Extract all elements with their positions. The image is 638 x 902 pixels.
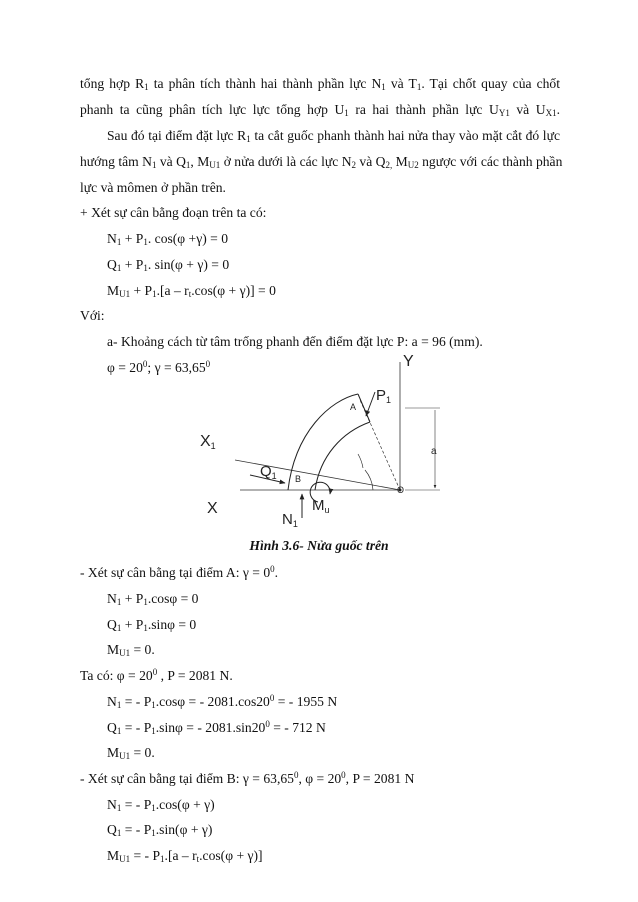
text-segment: ta cắt guốc phanh thành hai nửa thay vào mặt cắt đó lực <box>250 128 560 143</box>
text-segment: 1 <box>152 289 157 299</box>
shoe-top-edge <box>358 394 370 422</box>
text-segment: 1 <box>151 803 156 813</box>
text-segment: Q <box>107 617 117 632</box>
text-segment: 0 <box>341 770 346 780</box>
text-segment: t <box>196 854 200 864</box>
text-segment: = 0. <box>130 642 155 657</box>
text-segment: . cos(φ +γ) = 0 <box>147 231 229 246</box>
text-segment: 1 <box>116 828 122 838</box>
text-segment: 0 <box>270 564 275 574</box>
text-segment: .sinφ = 0 <box>147 617 197 632</box>
brake-shoe-figure <box>190 352 460 532</box>
text-line <box>80 76 560 92</box>
text-segment: 1 <box>381 82 386 92</box>
text-line <box>80 180 226 196</box>
text-segment: 1 <box>151 726 156 736</box>
equation <box>107 694 337 710</box>
figure-caption: Hình 3.6- Nửa guốc trên <box>249 538 389 553</box>
text-segment: hướng tâm N <box>80 154 152 169</box>
text-segment: 1 <box>116 263 122 273</box>
text-segment: ở nửa dưới là các lực N <box>220 154 352 169</box>
text-segment: N <box>107 591 117 606</box>
text-line <box>80 154 563 170</box>
text-segment: 1 <box>151 700 156 710</box>
label-a: A <box>350 402 357 412</box>
equation <box>107 617 196 633</box>
text-segment: a- Khoảng cách từ tâm trống phanh đến điểm đặt lực P: a = 96 (mm). <box>107 334 483 349</box>
text-segment: 2 <box>351 160 357 170</box>
text-line <box>80 668 233 684</box>
text-segment: + P <box>121 617 144 632</box>
text-segment: ta phân tích thành hai thành phần lực N <box>148 76 382 91</box>
text-segment: 0 <box>293 770 299 780</box>
label-q1: $Q_1$ <box>260 463 277 481</box>
text-segment: U1 <box>119 854 131 864</box>
text-segment: φ = 20 <box>107 360 143 375</box>
text-segment: 1 <box>116 726 122 736</box>
text-segment: Y1 <box>498 108 510 118</box>
text-segment: 0 <box>269 693 275 703</box>
text-segment: . sin(φ + γ) = 0 <box>147 257 230 272</box>
text-segment: M <box>107 642 120 657</box>
equation <box>107 848 263 864</box>
text-segment: 1 <box>143 263 148 273</box>
equation <box>107 745 155 761</box>
text-segment: U1 <box>119 751 131 761</box>
text-line <box>80 205 266 221</box>
text-segment: + Xét sự cân bằng đoạn trên ta có: <box>80 205 267 220</box>
text-segment: 1 <box>246 134 251 144</box>
text-segment: và T <box>385 76 417 91</box>
label-o: O <box>397 485 405 495</box>
text-line <box>107 128 560 144</box>
text-segment: = - 712 N <box>269 720 326 735</box>
text-segment: 1 <box>116 597 122 607</box>
text-segment: + P <box>130 283 153 298</box>
text-line <box>80 308 105 324</box>
text-segment: 1 <box>116 237 122 247</box>
text-segment: 1 <box>116 803 122 813</box>
text-segment: Q <box>107 822 117 837</box>
text-segment: Q <box>107 720 117 735</box>
text-segment: .[a – r <box>156 283 189 298</box>
text-line <box>107 334 483 350</box>
label-p1: $P_1$ <box>376 387 392 405</box>
equation <box>107 642 155 658</box>
text-segment: .sinφ = - 2081.sin20 <box>155 720 266 735</box>
text-segment: X1 <box>545 108 557 118</box>
text-segment: và Q <box>156 154 186 169</box>
text-segment: U2 <box>407 160 419 170</box>
label-y: Y <box>403 353 414 370</box>
text-segment: 1 <box>160 854 165 864</box>
text-segment: = - P <box>121 797 152 812</box>
equation <box>107 231 228 247</box>
text-segment: ngược với các thành phần <box>418 154 563 169</box>
text-segment: , φ = 20 <box>298 771 342 786</box>
equation <box>107 283 276 299</box>
text-segment: 1 <box>116 623 122 633</box>
text-segment: M <box>107 745 120 760</box>
label-dim-a: a <box>431 446 437 457</box>
text-segment: - Xét sự cân bằng tại điểm A: γ = 0 <box>80 565 271 580</box>
text-segment: = - P <box>121 822 152 837</box>
text-segment: U1 <box>209 160 221 170</box>
text-segment: 1 <box>151 160 157 170</box>
text-line <box>80 102 560 118</box>
text-segment: Q <box>107 257 117 272</box>
text-segment: 0 <box>205 359 211 369</box>
text-segment: .cos(φ + γ)] = 0 <box>191 283 276 298</box>
text-segment: , P = 2081 N. <box>157 668 233 683</box>
text-segment: = - P <box>130 848 161 863</box>
text-segment: , P = 2081 N <box>345 771 415 786</box>
text-segment: + P <box>121 591 144 606</box>
text-segment: . Tại chốt quay của chốt <box>421 76 560 91</box>
text-segment: ; γ = 63,65 <box>147 360 206 375</box>
text-segment: 1 <box>416 82 422 92</box>
text-segment: 2, <box>385 160 393 170</box>
text-segment: U1 <box>119 289 131 299</box>
text-segment: .cos(φ + γ) <box>155 797 215 812</box>
text-segment: tổng hợp R <box>80 76 145 91</box>
text-segment: M <box>107 848 120 863</box>
text-segment: . <box>556 102 560 117</box>
text-segment: 1 <box>143 237 148 247</box>
text-segment: 1 <box>185 160 191 170</box>
text-line <box>80 565 278 581</box>
text-segment: ra hai thành phần lực U <box>348 102 499 117</box>
equation <box>107 591 198 607</box>
text-segment: + P <box>121 231 144 246</box>
text-segment: .cosφ = 0 <box>147 591 199 606</box>
text-segment: 1 <box>144 82 149 92</box>
text-segment: - Xét sự cân bằng tại điểm B: γ = 63,65 <box>80 771 294 786</box>
text-segment: N <box>107 694 117 709</box>
text-segment: = 0. <box>130 745 155 760</box>
text-segment: lực và mômen ở phần trên. <box>80 180 226 195</box>
text-segment: , M <box>190 154 210 169</box>
equation <box>107 822 212 838</box>
text-segment: 1 <box>116 700 122 710</box>
label-b: B <box>295 474 302 484</box>
text-segment: .cos(φ + γ)] <box>199 848 263 863</box>
text-segment: và Q <box>356 154 386 169</box>
text-segment: 1 <box>151 828 156 838</box>
phi-arc <box>365 470 373 490</box>
text-segment: = - P <box>121 720 152 735</box>
text-segment: 0 <box>142 359 148 369</box>
text-segment: Với: <box>80 308 105 323</box>
text-segment: 1 <box>143 623 148 633</box>
text-segment: 0 <box>265 719 270 729</box>
text-segment: .[a – r <box>164 848 197 863</box>
gamma-arc <box>358 454 363 468</box>
label-x1: X1 <box>200 433 216 451</box>
text-segment: + P <box>121 257 144 272</box>
text-line <box>80 771 414 787</box>
text-segment: . <box>274 565 279 580</box>
text-segment: t <box>188 289 192 299</box>
text-segment: .cosφ = - 2081.cos20 <box>155 694 270 709</box>
text-segment: 1 <box>143 597 148 607</box>
label-x: X <box>207 500 218 517</box>
label-mu: $M_u$ <box>312 497 330 515</box>
text-segment: N <box>107 231 117 246</box>
p1-arrow <box>366 392 375 416</box>
equation <box>107 797 215 813</box>
text-segment: M <box>107 283 120 298</box>
text-segment: M <box>392 154 408 169</box>
text-segment: phanh ta cũng phân tích lực lực tổng hợp U <box>80 102 345 117</box>
label-n1: $N_1$ <box>282 511 298 529</box>
equation <box>107 257 229 273</box>
text-segment: Sau đó tại điểm đặt lực R <box>107 128 247 143</box>
text-segment: 1 <box>344 108 349 118</box>
text-segment: = - P <box>121 694 152 709</box>
text-segment: 0 <box>152 667 158 677</box>
text-segment: N <box>107 797 117 812</box>
equation <box>107 720 326 736</box>
text-segment: U1 <box>119 648 131 658</box>
text-segment: = - 1955 N <box>274 694 338 709</box>
text-segment: và U <box>509 102 546 117</box>
text-segment: Ta có: φ = 20 <box>80 668 153 683</box>
text-segment: .sin(φ + γ) <box>155 822 213 837</box>
